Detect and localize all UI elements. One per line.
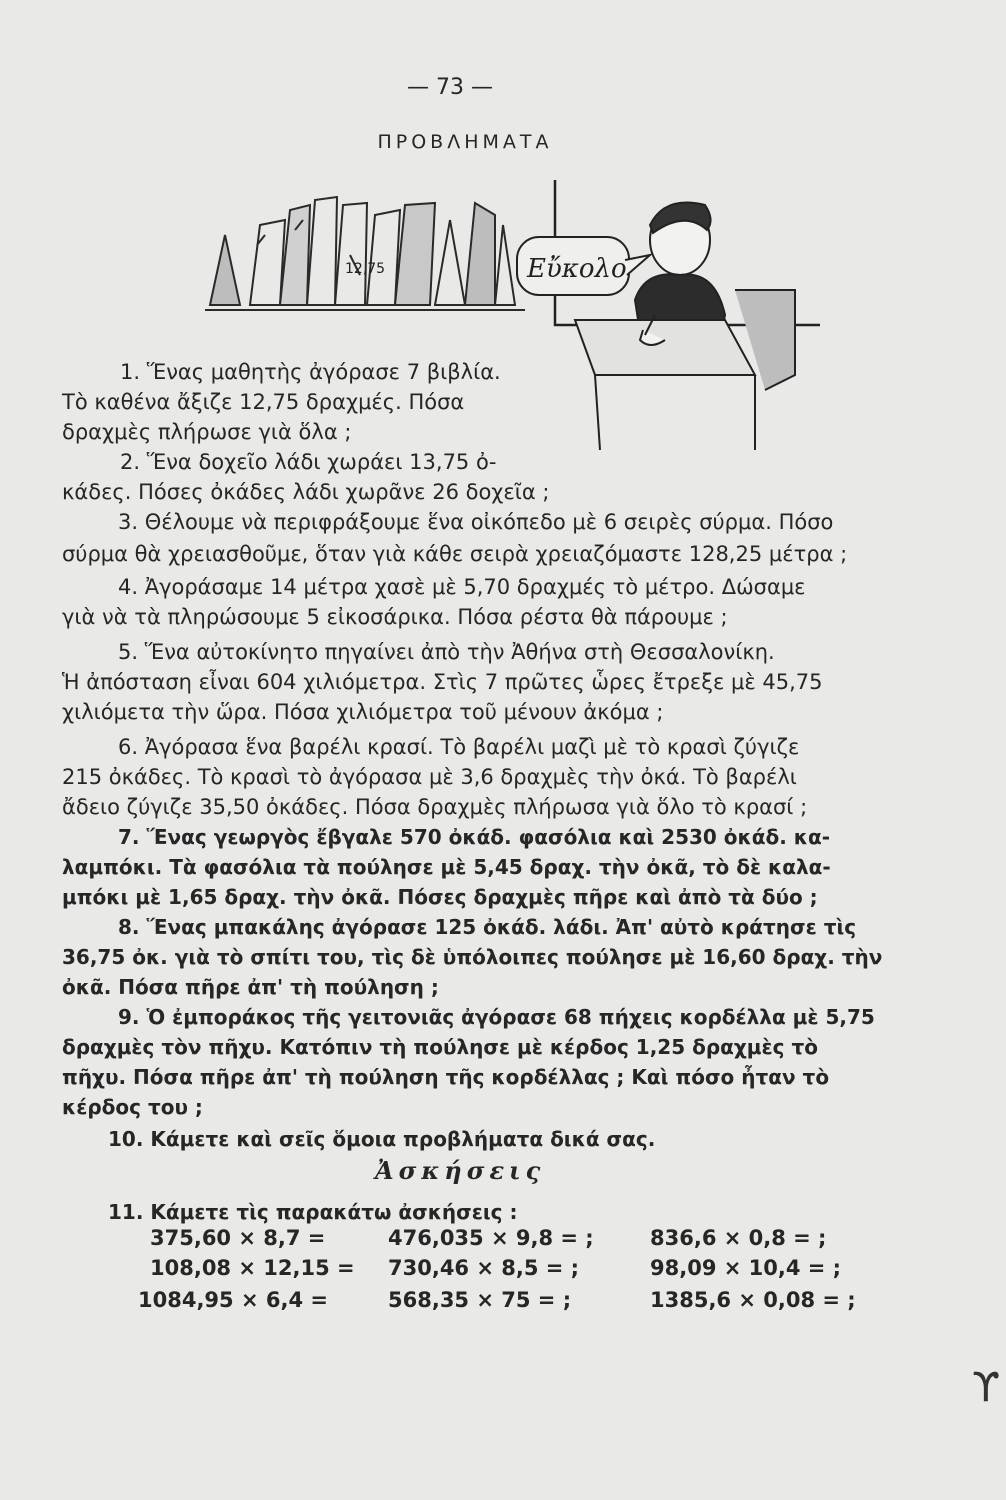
- problem-line: δραχμὲς πλήρωσε γιὰ ὅλα ;: [62, 420, 352, 444]
- exercise-cell: 108,08 × 12,15 =: [150, 1256, 355, 1280]
- problem-line: ὀκᾶ. Πόσα πῆρε ἀπ' τὴ πούληση ;: [62, 975, 439, 999]
- page-heading: ΠΡΟΒΛΗΜΑΤΑ: [377, 131, 553, 153]
- problem-line: 36,75 ὀκ. γιὰ τὸ σπίτι του, τὶς δὲ ὑπόλοιπες πούλησε μὲ 16,60 δραχ. τὴν: [62, 945, 883, 969]
- exercises-title: Ἀσκήσεις: [375, 1156, 546, 1185]
- problem-line: 1. Ἕνας μαθητὴς ἀγόρασε 7 βιβλία.: [120, 360, 501, 384]
- problem-line: Τὸ καθένα ἄξιζε 12,75 δραχμές. Πόσα: [62, 390, 465, 414]
- problem-line: Ἡ ἀπόσταση εἶναι 604 χιλιόμετρα. Στὶς 7 πρῶτες ὧρες ἔτρεξε μὲ 45,75: [62, 670, 823, 694]
- exercise-cell: 1084,95 × 6,4 =: [138, 1288, 328, 1312]
- speech-bubble-text: Εὔκολο: [527, 254, 627, 284]
- problem-line: ἄδειο ζύγιζε 35,50 ὀκάδες. Πόσα δραχμὲς πλήρωσα γιὰ ὅλο τὸ κρασί ;: [62, 795, 808, 819]
- problem-line: 2. Ἕνα δοχεῖο λάδι χωράει 13,75 ὀ-: [120, 450, 497, 474]
- exercise-cell: 375,60 × 8,7 =: [150, 1226, 326, 1250]
- problem-line: κάδες. Πόσες ὀκάδες λάδι χωρᾶνε 26 δοχεῖα ;: [62, 480, 550, 504]
- exercise-cell: 730,46 × 8,5 = ;: [388, 1256, 580, 1280]
- exercise-cell: 98,09 × 10,4 = ;: [650, 1256, 842, 1280]
- book-label: 12,75: [345, 261, 386, 277]
- problem-line: 3. Θέλουμε νὰ περιφράξουμε ἕνα οἰκόπεδο μὲ 6 σειρὲς σύρμα. Πόσο: [118, 510, 834, 534]
- problem-line: μπόκι μὲ 1,65 δραχ. τὴν ὀκᾶ. Πόσες δραχμὲς πῆρε καὶ ἀπὸ τὰ δύο ;: [62, 885, 818, 909]
- problem-line: 4. Ἀγοράσαμε 14 μέτρα χασὲ μὲ 5,70 δραχμές τὸ μέτρο. Δώσαμε: [118, 575, 806, 599]
- problem-line: 9. Ὁ ἐμποράκος τῆς γειτονιᾶς ἀγόρασε 68 πήχεις κορδέλλα μὲ 5,75: [118, 1005, 875, 1029]
- books-icon: [205, 197, 525, 310]
- problem-line: 6. Ἀγόρασα ἕνα βαρέλι κρασί. Τὸ βαρέλι μαζὶ μὲ τὸ κρασὶ ζύγιζε: [118, 735, 800, 759]
- handwritten-mark-icon: ϒ: [972, 1365, 1000, 1411]
- exercise-cell: 476,035 × 9,8 = ;: [388, 1226, 594, 1250]
- problem-line: χιλιόμετα τὴν ὥρα. Πόσα χιλιόμετρα τοῦ μένουν ἀκόμα ;: [62, 700, 664, 724]
- problem-line: πῆχυ. Πόσα πῆρε ἀπ' τὴ πούληση τῆς κορδέλλας ; Καὶ πόσο ἦταν τὸ: [62, 1065, 830, 1089]
- problem-line: 8. Ἕνας μπακάλης ἀγόρασε 125 ὀκάδ. λάδι. Ἀπ' αὐτὸ κράτησε τὶς: [118, 915, 857, 939]
- exercise-cell: 1385,6 × 0,08 = ;: [650, 1288, 856, 1312]
- problem-line: γιὰ νὰ τὰ πληρώσουμε 5 εἰκοσάρικα. Πόσα ρέστα θὰ πάρουμε ;: [62, 605, 728, 629]
- problem-line: 5. Ἕνα αὐτοκίνητο πηγαίνει ἀπὸ τὴν Ἀθήνα στὴ Θεσσαλονίκη.: [118, 640, 775, 664]
- page-number: — 73 —: [407, 75, 493, 100]
- problem-line: 215 ὀκάδες. Τὸ κρασὶ τὸ ἀγόρασα μὲ 3,6 δραχμὲς τὴν ὀκά. Τὸ βαρέλι: [62, 765, 797, 789]
- problem-line: σύρμα θὰ χρειασθοῦμε, ὅταν γιὰ κάθε σειρὰ χρειαζόμαστε 128,25 μέτρα ;: [62, 542, 848, 566]
- problem-line: 7. Ἕνας γεωργὸς ἔβγαλε 570 ὀκάδ. φασόλια καὶ 2530 ὀκάδ. κα-: [118, 825, 831, 849]
- exercise-cell: 836,6 × 0,8 = ;: [650, 1226, 827, 1250]
- problem-line: λαμπόκι. Τὰ φασόλια τὰ πούλησε μὲ 5,45 δραχ. τὴν ὀκᾶ, τὸ δὲ καλα-: [62, 855, 831, 879]
- problem-line: δραχμὲς τὸν πῆχυ. Κατόπιν τὴ πούλησε μὲ κέρδος 1,25 δραχμὲς τὸ: [62, 1035, 818, 1059]
- exercise-intro: 11. Κάμετε τὶς παρακάτω ἀσκήσεις :: [108, 1200, 518, 1224]
- exercise-cell: 568,35 × 75 = ;: [388, 1288, 572, 1312]
- problem-line: κέρδος του ;: [62, 1095, 203, 1119]
- problem-line: 10. Κάμετε καὶ σεῖς ὅμοια προβλήματα δικά σας.: [108, 1127, 656, 1151]
